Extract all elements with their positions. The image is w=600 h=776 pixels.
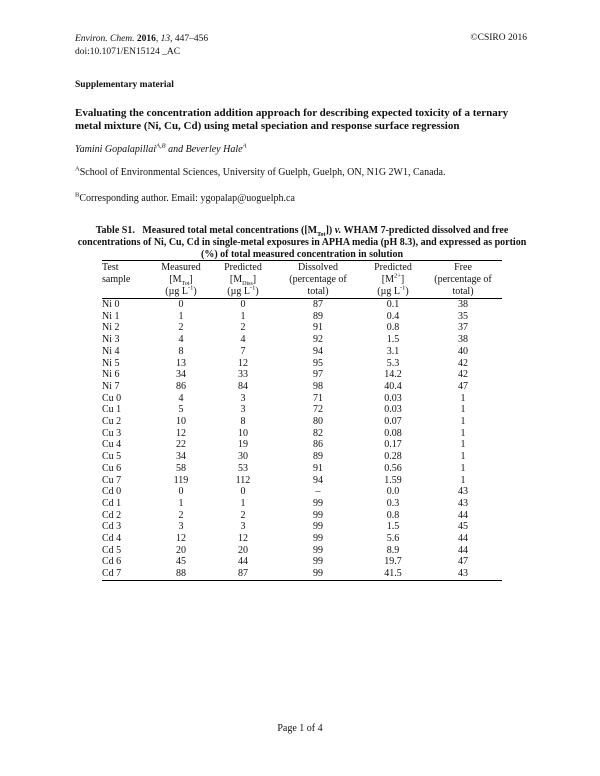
table-row xyxy=(102,428,502,440)
table-cell: 43 xyxy=(424,568,502,580)
table-cell-sample: Cu 1 xyxy=(102,404,122,416)
affiliation-a-text: School of Environmental Sciences, University of Guelph, Guelph, ON, N1G 2W1, Canada. xyxy=(79,167,446,178)
copyright: ©CSIRO 2016 xyxy=(470,33,527,43)
header-pred-diss-1: Predicted xyxy=(212,261,274,274)
table-cell: – xyxy=(315,486,321,498)
paper-title: Evaluating the concentration addition approach for describing expected toxicity of a ternary metal mixture (Ni, Cu, Cd) using metal speciation and response surface regression xyxy=(75,107,509,132)
table-body xyxy=(102,299,502,581)
header-test-2: sample xyxy=(102,274,131,285)
authors xyxy=(75,144,247,155)
table-cell: 99 xyxy=(313,533,323,545)
table-cell: 97 xyxy=(313,369,323,381)
table-cell: 0 xyxy=(178,299,184,310)
table-cell-sample: Cd 1 xyxy=(102,497,122,509)
table-row xyxy=(102,311,502,323)
table-cell-sample: Ni 2 xyxy=(102,322,120,334)
table-cell-sample: Cd 2 xyxy=(102,509,122,521)
header-dissolved-2: (percentage of xyxy=(289,274,347,285)
table-cell-sample: Ni 1 xyxy=(102,310,120,322)
table-row xyxy=(102,299,502,311)
table-cell: 34 xyxy=(176,369,186,381)
journal-pages: 447–456 xyxy=(174,34,209,44)
table-cell: 92 xyxy=(313,334,323,346)
table-row xyxy=(102,346,502,358)
journal-year: 2016 xyxy=(136,34,156,44)
header-test-3 xyxy=(102,285,150,299)
doi: doi:10.1071/EN15124 _AC xyxy=(75,47,181,57)
table-cell: 0.07 xyxy=(384,416,402,428)
table-cell-sample: Cu 6 xyxy=(102,462,122,474)
table-cell: 8 xyxy=(240,416,246,428)
table-cell: 14.2 xyxy=(384,369,402,381)
table-cell: 1 xyxy=(460,392,466,404)
table-row xyxy=(102,381,502,393)
table-cell: 1 xyxy=(460,462,466,474)
table-cell: 0.1 xyxy=(386,299,400,310)
table-cell: 71 xyxy=(313,392,323,404)
table-cell: 87 xyxy=(313,299,323,310)
header-dissolved-1: Dissolved xyxy=(274,261,362,274)
table-cell: 38 xyxy=(458,334,468,346)
header-pred-free-2: $[M^{2+}]$ xyxy=(381,272,405,285)
table-row xyxy=(102,393,502,405)
table-cell: 1 xyxy=(460,474,466,486)
table-cell-sample: Cd 4 xyxy=(102,533,122,545)
table-cell: 82 xyxy=(313,427,323,439)
header-free-3: total) xyxy=(424,285,502,299)
table-cell: 4 xyxy=(178,392,184,404)
table-cell-sample: Cu 4 xyxy=(102,439,122,451)
header-dissolved-3: total) xyxy=(274,285,362,299)
table-cell: 1 xyxy=(240,310,246,322)
table-cell: 94 xyxy=(313,474,323,486)
table-cell-sample: Cd 5 xyxy=(102,544,122,556)
table-cell-sample: Cd 7 xyxy=(102,568,150,580)
table-cell: 89 xyxy=(313,310,323,322)
table-cell: 0.03 xyxy=(384,404,402,416)
header-measured-2: $[M_{Tot}]$ xyxy=(169,274,193,287)
table-row xyxy=(102,533,502,545)
table-cell: 99 xyxy=(313,544,323,556)
table-cell: 1 xyxy=(460,451,466,463)
table-row xyxy=(102,439,502,451)
table-cell-sample: Ni 6 xyxy=(102,369,120,381)
table-cell: 119 xyxy=(173,474,189,486)
table-cell: 99 xyxy=(274,568,362,580)
table-cell: 0.08 xyxy=(384,427,402,439)
table-cell: 1.59 xyxy=(384,474,402,486)
table-cell: 2 xyxy=(240,322,246,334)
journal-volume: 13 xyxy=(160,34,171,44)
table-cell: 8.9 xyxy=(386,544,400,556)
caption-sub: Tot xyxy=(317,232,326,238)
header-measured-3: (µg $L^{-1}$) xyxy=(150,285,212,299)
table-cell: 13 xyxy=(176,357,186,369)
table-cell: 43 xyxy=(458,486,468,498)
table-cell: 0 xyxy=(240,486,246,498)
table-cell: 3 xyxy=(178,521,184,533)
table-cell: 1 xyxy=(460,404,466,416)
table-cell: 42 xyxy=(458,357,468,369)
table-cell: 0.8 xyxy=(386,509,400,521)
table-cell-sample: Ni 4 xyxy=(102,345,120,357)
table-cell: 47 xyxy=(458,556,468,568)
table-cell-sample: Cd 0 xyxy=(102,486,122,498)
caption-part-2: ]) xyxy=(325,225,333,236)
table-cell-sample: Ni 5 xyxy=(102,357,120,369)
header-pred-free-1: Predicted xyxy=(362,261,424,274)
table-cell: 3 xyxy=(240,521,246,533)
table-cell: 12 xyxy=(176,427,186,439)
affiliation-b-mark: B xyxy=(75,191,80,199)
table-cell: 47 xyxy=(458,380,468,392)
affiliation-b xyxy=(75,193,295,204)
table-cell: 10 xyxy=(176,416,186,428)
table-cell: 12 xyxy=(176,533,186,545)
table-cell: 94 xyxy=(313,345,323,357)
table-cell: 12 xyxy=(238,357,248,369)
table-cell-sample: Cu 2 xyxy=(102,416,122,428)
page-number: Page 1 of 4 xyxy=(277,723,323,734)
table-cell: 72 xyxy=(313,404,323,416)
author-1: Yamini Gopalapillai xyxy=(75,144,157,155)
table-cell: 80 xyxy=(313,416,323,428)
table-cell: 2 xyxy=(178,322,184,334)
table-cell: 37 xyxy=(458,322,468,334)
header-citation: Environ. Chem. 2016, 13, 447–456 doi:10.1071/EN15124 _AC xyxy=(75,34,209,57)
table-cell: 1 xyxy=(240,497,246,509)
table-cell-sample: Cu 5 xyxy=(102,451,122,463)
table-cell: 19 xyxy=(238,439,248,451)
header-pred-free-3: (µg $L^{-1}$) xyxy=(362,285,424,299)
table-cell: 44 xyxy=(458,509,468,521)
table-cell: 5 xyxy=(178,404,184,416)
table-header xyxy=(102,261,502,299)
table-cell: 30 xyxy=(238,451,248,463)
author-1-affiliation: A,B xyxy=(156,142,166,150)
header-test-1: Test xyxy=(102,261,150,274)
table-cell: 87 xyxy=(212,568,274,580)
table-cell: 0.03 xyxy=(384,392,402,404)
table-cell: 4 xyxy=(178,334,184,346)
caption-part-1: Measured total metal concentrations ([M xyxy=(142,225,318,236)
table-cell: 0.8 xyxy=(386,322,400,334)
table-cell: 42 xyxy=(458,369,468,381)
table-cell: 0.56 xyxy=(384,462,402,474)
table-cell: 44 xyxy=(458,544,468,556)
table-cell: 1 xyxy=(178,497,184,509)
table-cell-sample: Ni 3 xyxy=(102,334,120,346)
table-row xyxy=(102,404,502,416)
table-cell: 20 xyxy=(238,544,248,556)
table-row xyxy=(102,416,502,428)
table-cell: 1 xyxy=(460,439,466,451)
header-pred-diss-3: (µg $L^{-1}$) xyxy=(212,285,274,299)
table-cell: 45 xyxy=(176,556,186,568)
table-cell: 3.1 xyxy=(386,345,400,357)
table-cell: 89 xyxy=(313,451,323,463)
table-cell: 5.6 xyxy=(386,533,400,545)
header-free-1: Free xyxy=(424,261,502,274)
table-cell-sample: Ni 0 xyxy=(102,299,120,310)
table-cell: 20 xyxy=(176,544,186,556)
table-cell: 91 xyxy=(313,322,323,334)
table-cell: 44 xyxy=(458,533,468,545)
affiliation-b-text: Corresponding author. Email: ygopalap@uoguelph.ca xyxy=(79,193,295,204)
table-row xyxy=(102,568,502,580)
table-cell: 12 xyxy=(238,533,248,545)
header-pred-diss-2: $[M_{Diss}]$ xyxy=(229,274,257,287)
table-cell: 99 xyxy=(313,497,323,509)
table-cell: 88 xyxy=(150,568,212,580)
table-cell: 112 xyxy=(235,474,251,486)
table-cell: 99 xyxy=(313,521,323,533)
table-row xyxy=(102,556,502,568)
table-row xyxy=(102,358,502,370)
table-cell: 84 xyxy=(238,380,248,392)
table-cell: 86 xyxy=(176,380,186,392)
caption-versus: v. xyxy=(334,225,342,236)
table-row xyxy=(102,486,502,498)
header-free-2: (percentage of xyxy=(434,274,492,285)
table-cell-sample: Cu 0 xyxy=(102,392,122,404)
table-cell: 3 xyxy=(240,404,246,416)
table-cell: 0.28 xyxy=(384,451,402,463)
table-cell: 8 xyxy=(178,345,184,357)
table-cell: 1 xyxy=(460,427,466,439)
table-label: Table S1. xyxy=(95,225,135,236)
affiliation-a xyxy=(75,167,445,178)
table-row xyxy=(102,510,502,522)
table-cell: 98 xyxy=(313,380,323,392)
journal-name: Environ. Chem. xyxy=(75,34,135,44)
table-caption xyxy=(72,225,532,261)
table-cell: 1 xyxy=(178,310,184,322)
table-row xyxy=(102,498,502,510)
table-cell: 40 xyxy=(458,345,468,357)
table-cell: 0.4 xyxy=(386,310,400,322)
table-cell: 4 xyxy=(240,334,246,346)
table-cell: 2 xyxy=(240,509,246,521)
table-cell: 33 xyxy=(238,369,248,381)
table-cell: 5.3 xyxy=(386,357,400,369)
table-cell: 0.0 xyxy=(386,486,400,498)
header-measured-1: Measured xyxy=(150,261,212,274)
metal-concentration-table xyxy=(102,260,502,581)
table-cell: 95 xyxy=(313,357,323,369)
table-cell: 0.3 xyxy=(386,497,400,509)
table-cell: 34 xyxy=(176,451,186,463)
table-cell: 22 xyxy=(176,439,186,451)
table-cell: 44 xyxy=(238,556,248,568)
table-cell: 3 xyxy=(240,392,246,404)
affiliation-a-mark: A xyxy=(75,165,80,173)
table-row xyxy=(102,451,502,463)
table-cell: 86 xyxy=(313,439,323,451)
table-cell: 38 xyxy=(458,299,468,310)
author-and: and xyxy=(168,144,184,155)
table-cell: 1.5 xyxy=(386,334,400,346)
table-cell-sample: Cd 3 xyxy=(102,521,122,533)
table-cell: 10 xyxy=(238,427,248,439)
table-cell: 7 xyxy=(240,345,246,357)
table-cell: 2 xyxy=(178,509,184,521)
table-cell: 99 xyxy=(313,509,323,521)
table-cell: 99 xyxy=(313,556,323,568)
table-row xyxy=(102,521,502,533)
table-row xyxy=(102,545,502,557)
table-cell-sample: Cu 3 xyxy=(102,427,122,439)
table-cell: 0 xyxy=(240,299,246,310)
table-row xyxy=(102,463,502,475)
table-cell: 41.5 xyxy=(362,568,424,580)
author-2: Beverley Hale xyxy=(185,144,243,155)
table-cell: 91 xyxy=(313,462,323,474)
table-cell: 35 xyxy=(458,310,468,322)
table-cell: 45 xyxy=(458,521,468,533)
table-row xyxy=(102,322,502,334)
table-cell: 43 xyxy=(458,497,468,509)
table-cell-sample: Cu 7 xyxy=(102,474,122,486)
table-cell: 0 xyxy=(178,486,184,498)
table-row xyxy=(102,369,502,381)
table-cell-sample: Cd 6 xyxy=(102,556,122,568)
table-cell: 1.5 xyxy=(386,521,400,533)
table-cell: 58 xyxy=(176,462,186,474)
table-cell: 53 xyxy=(238,462,248,474)
table-cell-sample: Ni 7 xyxy=(102,380,120,392)
author-2-affiliation: A xyxy=(242,142,247,150)
table-cell: 1 xyxy=(460,416,466,428)
table-row xyxy=(102,475,502,487)
table-cell: 0.17 xyxy=(384,439,402,451)
table-cell: 19.7 xyxy=(384,556,402,568)
table-cell: 40.4 xyxy=(384,380,402,392)
supplementary-label: Supplementary material xyxy=(75,80,174,90)
table-row xyxy=(102,334,502,346)
caption-part-3: WHAM 7-predicted dissolved and free concentrations of Ni, Cu, Cd in single-metal exposures in APHA media (pH 8.3), and expressed as portion (%) of total measured concentration in solution xyxy=(77,225,527,260)
